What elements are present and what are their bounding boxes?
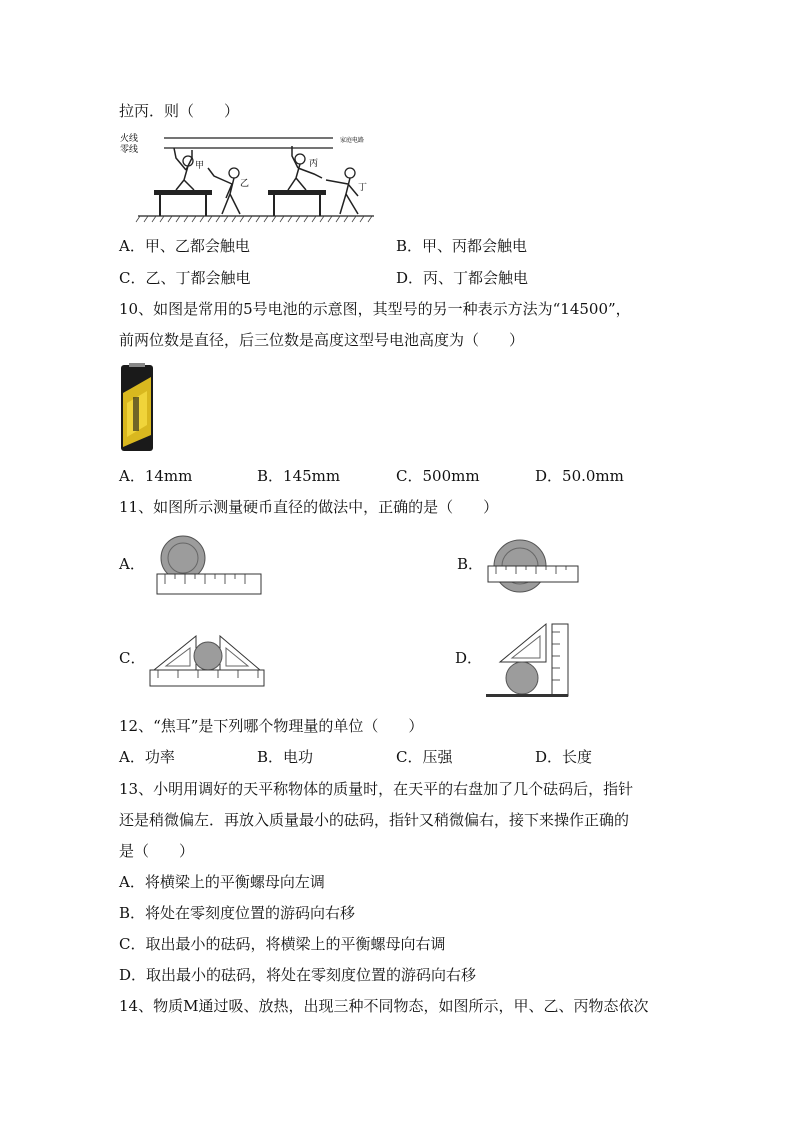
- q12-stem: 12、“焦耳”是下列哪个物理量的单位（ ）: [119, 717, 424, 735]
- q9-stem-tail: 拉丙．则（ ）: [119, 102, 240, 120]
- coin-triangle-figure-c: [148, 630, 268, 690]
- q12-option-d: D．长度: [535, 748, 593, 766]
- q12-option-c: C．压强: [396, 748, 453, 766]
- q9-option-c: C．乙、丁都会触电: [119, 269, 251, 287]
- neutral-wire-label: 零线: [120, 145, 139, 155]
- electric-shock-figure: [118, 128, 378, 224]
- bing-label: 丙: [309, 159, 319, 169]
- q14-stem-line1: 14、物质M通过吸、放热，出现三种不同物态，如图所示，甲、乙、丙物态依次: [119, 997, 649, 1015]
- q13-option-c: C．取出最小的砝码，将横梁上的平衡螺母向右调: [119, 935, 446, 953]
- q10-stem-line2: 前两位数是直径，后三位数是高度这型号电池高度为（ ）: [119, 331, 525, 349]
- q13-option-b: B．将处在零刻度位置的游码向右移: [119, 904, 356, 922]
- q10-option-a: A．14mm: [119, 467, 193, 485]
- q13-option-a: A．将横梁上的平衡螺母向左调: [119, 873, 325, 891]
- jia-label: 甲: [195, 161, 205, 171]
- ding-label: 丁: [358, 183, 368, 193]
- q13-stem-line1: 13、小明用调好的天平称物体的质量时，在天平的右盘加了几个砝码后，指针: [119, 780, 634, 798]
- q10-stem-line1: 10、如图是常用的5号电池的示意图，其型号的另一种表示方法为“14500”，: [119, 300, 631, 318]
- coin-triangle-figure-d: [482, 620, 574, 698]
- coin-ruler-figure-a: [155, 534, 265, 598]
- yi-label: 乙: [240, 179, 250, 189]
- q12-option-b: B．电功: [257, 748, 314, 766]
- q13-option-d: D．取出最小的砝码，将处在零刻度位置的游码向右移: [119, 966, 477, 984]
- q9-option-a: A．甲、乙都会触电: [119, 237, 250, 255]
- q11-option-a-label: A．: [119, 555, 145, 573]
- live-wire-label: 火线: [120, 134, 139, 144]
- aa-battery-image: [119, 363, 155, 453]
- coin-ruler-figure-b: [486, 536, 582, 600]
- q9-option-b: B．甲、丙都会触电: [396, 237, 528, 255]
- q12-option-a: A．功率: [119, 748, 175, 766]
- q10-option-c: C．500mm: [396, 467, 480, 485]
- q13-stem-line3: 是（ ）: [119, 842, 195, 860]
- q9-option-d: D．丙、丁都会触电: [396, 269, 529, 287]
- appliance-label: 家庭电路: [340, 137, 365, 144]
- q11-stem: 11、如图所示测量硬币直径的做法中，正确的是（ ）: [119, 498, 499, 516]
- q11-option-d-label: D．: [455, 649, 483, 667]
- q11-option-c-label: C．: [119, 649, 146, 667]
- q11-option-b-label: B．: [457, 555, 484, 573]
- q10-option-d: D．50.0mm: [535, 467, 624, 485]
- q13-stem-line2: 还是稍微偏左．再放入质量最小的砝码，指针又稍微偏右，接下来操作正确的: [119, 811, 630, 829]
- q10-option-b: B．145mm: [257, 467, 341, 485]
